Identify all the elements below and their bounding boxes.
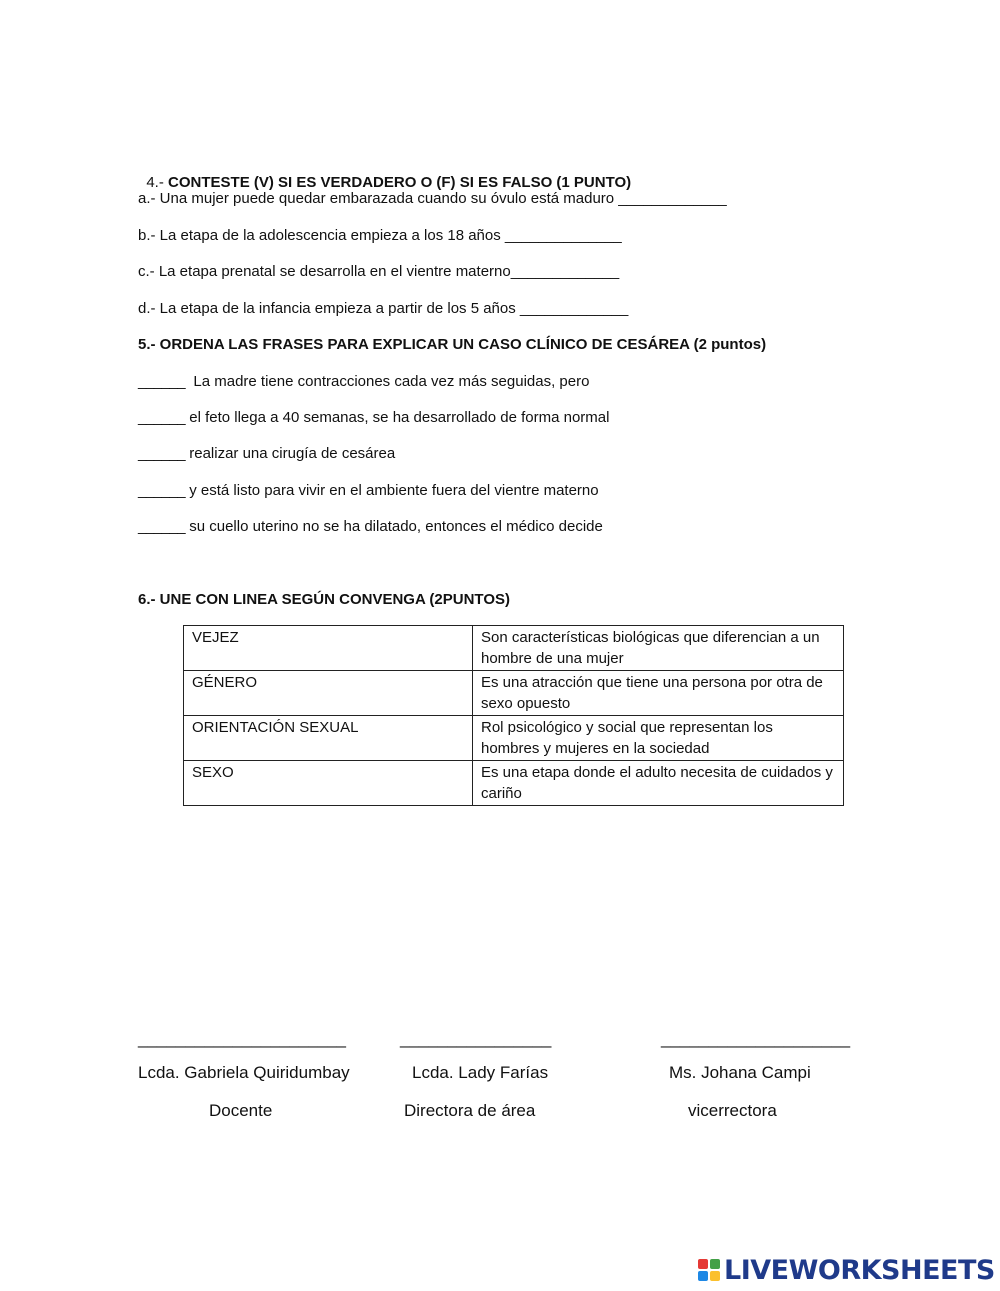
logo-tile xyxy=(710,1271,720,1281)
order-text: realizar una cirugía de cesárea xyxy=(185,445,396,462)
term-cell: VEJEZ xyxy=(184,626,473,671)
signature-name-directora: Lcda. Lady Farías xyxy=(412,1063,549,1082)
signature-name-docente: Lcda. Gabriela Quiridumbay xyxy=(138,1063,350,1082)
table-row xyxy=(184,761,844,806)
definition-cell: Son características biológicas que diferencian a un hombre de una mujer xyxy=(473,626,844,671)
order-item xyxy=(138,408,609,428)
signature-role-docente: Docente xyxy=(209,1101,273,1120)
matching-table xyxy=(183,625,844,806)
section5-title: 5.- ORDENA LAS FRASES PARA EXPLICAR UN CASO CLÍNICO DE CESÁREA (2 puntos) xyxy=(138,336,767,353)
signature-line-docente: ______________________ xyxy=(138,1029,347,1048)
signature-line-vicerrectora: ____________________ xyxy=(661,1029,851,1048)
section4-title: CONTESTE (V) SI ES VERDADERO O (F) SI ES FALSO (1 PUNTO) xyxy=(168,174,632,191)
term-cell: GÉNERO xyxy=(184,671,473,716)
tf-item-b: b.- La etapa de la adolescencia empieza a los 18 años ______________ xyxy=(138,227,622,244)
order-item xyxy=(138,444,395,464)
order-text: y está listo para vivir en el ambiente fuera del vientre materno xyxy=(185,482,599,499)
section4-number: 4.- xyxy=(146,174,164,191)
table-row xyxy=(184,626,844,671)
liveworksheets-logo-text: LIVEWORKSHEETS xyxy=(724,1254,995,1286)
logo-tile xyxy=(698,1271,708,1281)
table-row xyxy=(184,671,844,716)
tf-item-c: c.- La etapa prenatal se desarrolla en el vientre materno_____________ xyxy=(138,263,620,280)
signature-role-vicerrectora: vicerrectora xyxy=(688,1101,777,1120)
logo-tile xyxy=(710,1259,720,1269)
order-item xyxy=(138,372,589,392)
table-row xyxy=(184,716,844,761)
term-cell: ORIENTACIÓN SEXUAL xyxy=(184,716,473,761)
order-blank: ______ xyxy=(138,518,186,535)
definition-cell: Rol psicológico y social que representan los hombres y mujeres en la sociedad xyxy=(473,716,844,761)
liveworksheets-logo-icon xyxy=(698,1259,720,1281)
order-text: el feto llega a 40 semanas, se ha desarrollado de forma normal xyxy=(185,409,610,426)
term-cell: SEXO xyxy=(184,761,473,806)
section4-heading xyxy=(138,153,631,193)
order-item xyxy=(138,517,603,537)
liveworksheets-logo xyxy=(698,1255,995,1285)
definition-cell: Es una atracción que tiene una persona por otra de sexo opuesto xyxy=(473,671,844,716)
order-blank: ______ xyxy=(138,373,186,390)
order-blank: ______ xyxy=(138,409,186,426)
order-text: su cuello uterino no se ha dilatado, entonces el médico decide xyxy=(185,518,603,535)
definition-cell: Es una etapa donde el adulto necesita de cuidados y cariño xyxy=(473,761,844,806)
order-text: La madre tiene contracciones cada vez más seguidas, pero xyxy=(185,373,590,390)
order-item xyxy=(138,481,599,501)
order-blank: ______ xyxy=(138,482,186,499)
section6-title: 6.- UNE CON LINEA SEGÚN CONVENGA (2PUNTOS) xyxy=(138,591,510,608)
tf-item-a: a.- Una mujer puede quedar embarazada cuando su óvulo está maduro _____________ xyxy=(138,190,727,207)
signature-name-vicerrectora: Ms. Johana Campi xyxy=(669,1063,811,1082)
order-blank: ______ xyxy=(138,445,186,462)
tf-item-d: d.- La etapa de la infancia empieza a partir de los 5 años _____________ xyxy=(138,300,629,317)
signature-line-directora: ________________ xyxy=(400,1029,552,1048)
logo-tile xyxy=(698,1259,708,1269)
signature-role-directora: Directora de área xyxy=(404,1101,536,1120)
